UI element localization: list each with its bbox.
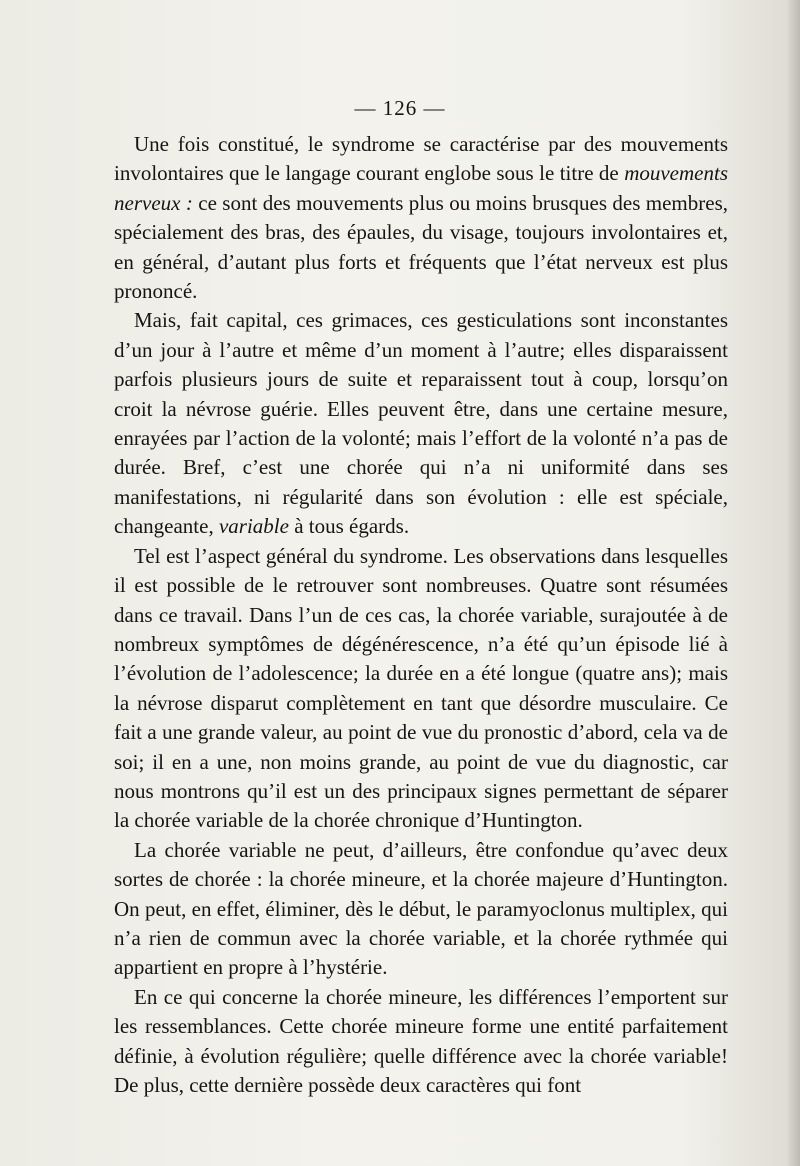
paragraph-1-italic-term: mouvements nerveux :	[114, 161, 728, 215]
paragraph-1-text-a: Une fois constitué, le syndrome se caractérise par des mouvements involontaires que le langage courant englobe sous le titre de	[114, 132, 728, 186]
paragraph-3: Tel est l’aspect général du syndrome. Les observations dans lesquelles il est possible de le retrouver sont nombreuses. Quatre sont résumées dans ce travail. Dans l’un de ces cas, la chorée variable, surajoutée à de nombreux symptômes de dégénérescence, n’a été qu’un épisode lié à l’évolution de l’adolescence; la durée en a été longue (quatre ans); mais la névrose disparut complètement en tant que désordre musculaire. Ce fait a une grande valeur, au point de vue du pronostic d’abord, cela va de soi; il en a une, non moins grande, au point de vue du diagnostic, car nous montrons qu’il est un des principaux signes permettant de séparer la chorée variable de la chorée chronique d’Huntington.	[114, 543, 728, 833]
paragraph-2-italic-term: variable	[218, 514, 289, 539]
paragraph-2-text-a: Mais, fait capital, ces grimaces, ces gesticulations sont inconstantes d’un jour à l’autre et même d’un moment à l’autre; elles disparaissent parfois plusieurs jours de suite et reparaissent tout à coup, lorsqu’on croit la névrose guérie. Elles peuvent être, dans une certaine mesure, enrayées par l’action de la volonté; mais l’effort de la volonté n’a pas de durée. Bref, c’est une chorée qui n’a ni uniformité dans ses manifestations, ni régularité dans son évolution : elle est spéciale, changeante,	[114, 308, 728, 539]
page-number: — 126 —	[354, 96, 446, 120]
page-edge-shadow	[786, 0, 800, 1166]
paragraph-1-text-b: ce sont des mouvements plus ou moins brusques des membres, spécialement des bras, des épaules, du visage, toujours involontaires et, en général, d’autant plus forts et fréquents que l’état nerveux est plus prononcé.	[114, 190, 729, 304]
body-text	[114, 130, 728, 1100]
paragraph-4: La chorée variable ne peut, d’ailleurs, être confondue qu’avec deux sortes de chorée : la chorée mineure, et la chorée majeure d’Huntington. On peut, en effet, éliminer, dès le début, le paramyoclonus multiplex, qui n’a rien de commun avec la chorée variable, et la chorée rythmée qui appartient en propre à l’hystérie.	[114, 837, 728, 980]
paragraph-2-text-b: à tous égards.	[288, 514, 410, 539]
paragraph-1	[114, 130, 728, 306]
paragraph-2	[114, 306, 728, 541]
paragraph-5: En ce qui concerne la chorée mineure, les différences l’emportent sur les ressemblances. Cette chorée mineure forme une entité parfaitement définie, à évolution régulière; quelle différence avec la chorée variable! De plus, cette dernière possède deux caractères qui font	[114, 984, 728, 1097]
